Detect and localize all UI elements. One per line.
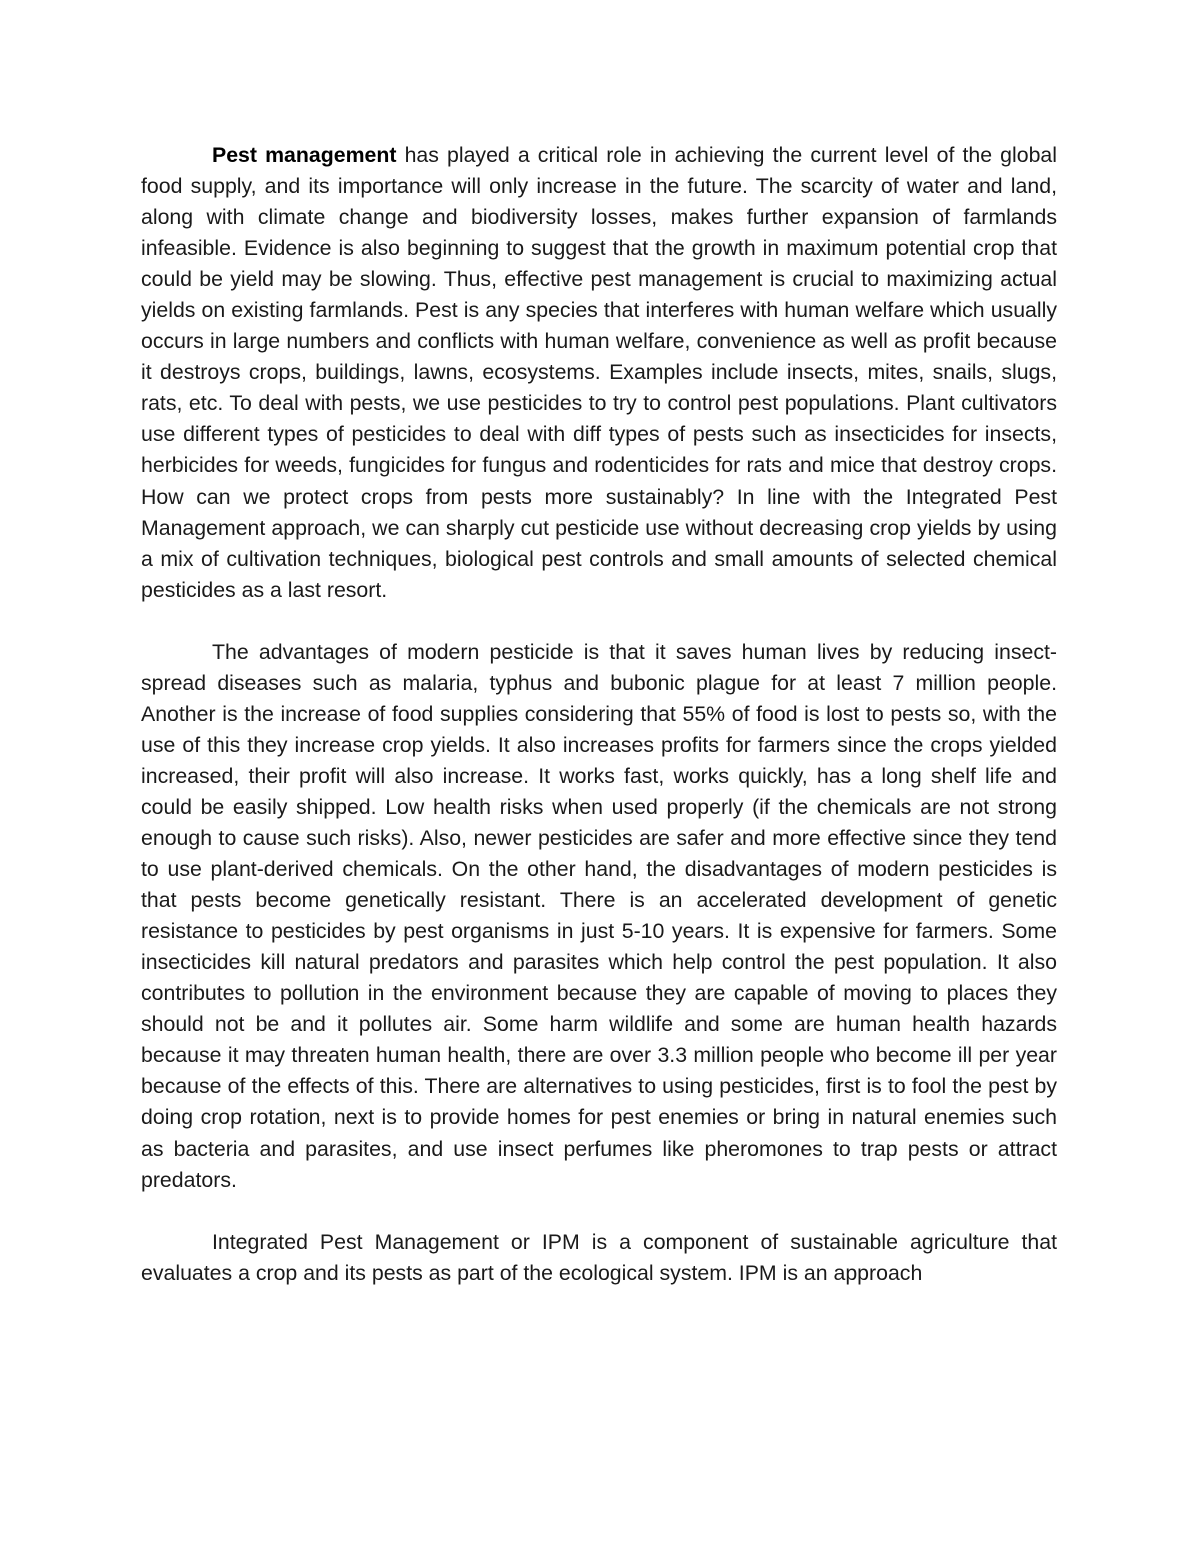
paragraph-lead-term: Pest management [212, 143, 397, 167]
paragraph-text: has played a critical role in achieving the current level of the global food supply, and its importance will only increase in the future. The scarcity of water and land, along with climate change and biodiversity losses, makes further expansion of farmlands infeasible. Evidence is also beginning to suggest that the growth in maximum potential crop that could be yield may be slowing. Thus, effective pest management is crucial to maximizing actual yields on existing farmlands. Pest is any species that interferes with human welfare which usually occurs in large numbers and conflicts with human welfare, convenience as well as profit because it destroys crops, buildings, lawns, ecosystems. Examples include insects, mites, snails, slugs, rats, etc. To deal with pests, we use pesticides to try to control pest populations. Plant cultivators use different types of pesticides to deal with diff types of pests such as insecticides for insects, herbicides for weeds, fungicides for fungus and rodenticides for rats and mice that destroy crops. How can we protect crops from pests more sustainably? In line with the Integrated Pest Management approach, we can sharply cut pesticide use without decreasing crop yields by using a mix of cultivation techniques, biological pest controls and small amounts of selected chemical pesticides as a last resort. [141, 143, 1058, 602]
paragraph-pest-management [141, 140, 1057, 606]
paragraph-pesticide-advantages: The advantages of modern pesticide is that it saves human lives by reducing insect-spread diseases such as malaria, typhus and bubonic plague for at least 7 million people. Another is the increase of food supplies considering that 55% of food is lost to pests so, with the use of this they increase crop yields. It also increases profits for farmers since the crops yielded increased, their profit will also increase. It works fast, works quickly, has a long shelf life and could be easily shipped. Low health risks when used properly (if the chemicals are not strong enough to cause such risks). Also, newer pesticides are safer and more effective since they tend to use plant-derived chemicals. On the other hand, the disadvantages of modern pesticides is that pests become genetically resistant. There is an accelerated development of genetic resistance to pesticides by pest organisms in just 5-10 years. It is expensive for farmers. Some insecticides kill natural predators and parasites which help control the pest population. It also contributes to pollution in the environment because they are capable of moving to places they should not be and it pollutes air. Some harm wildlife and some are human health hazards because it may threaten human health, there are over 3.3 million people who become ill per year because of the effects of this. There are alternatives to using pesticides, first is to fool the pest by doing crop rotation, next is to provide homes for pest enemies or bring in natural enemies such as bacteria and parasites, and use insect perfumes like pheromones to trap pests or attract predators. [141, 639, 1057, 1192]
document-body [141, 140, 1057, 1289]
paragraph-ipm: Integrated Pest Management or IPM is a component of sustainable agriculture that evaluates a crop and its pests as part of the ecological system. IPM is an approach [141, 1229, 1057, 1285]
